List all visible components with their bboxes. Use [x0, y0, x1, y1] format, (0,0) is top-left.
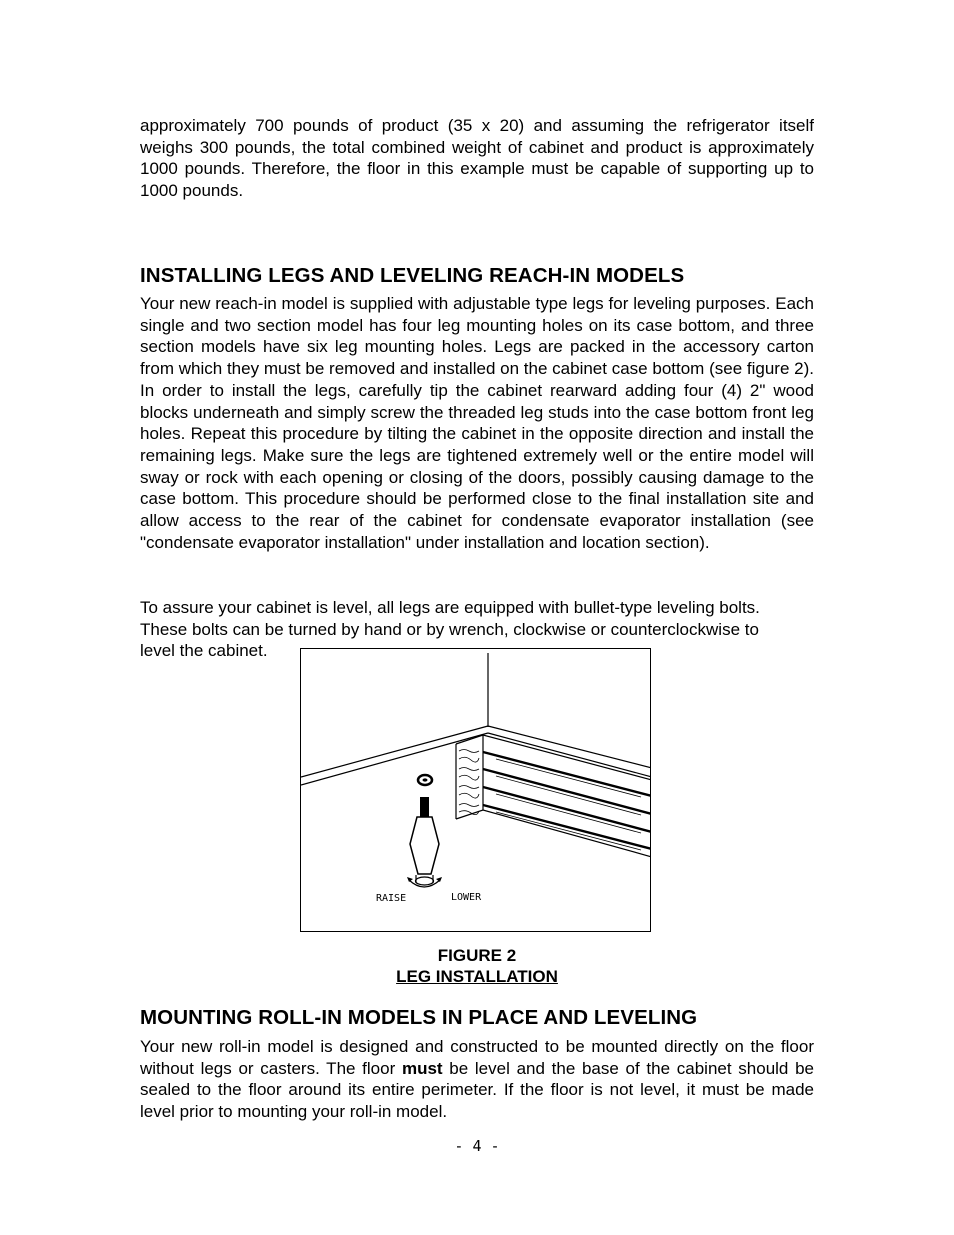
- leveling-line-3: level the cabinet.: [140, 641, 268, 661]
- figure-caption-number: FIGURE 2: [437, 946, 517, 965]
- section-heading-legs: INSTALLING LEGS AND LEVELING REACH-IN MODELS: [140, 264, 685, 287]
- leveling-line-1: To assure your cabinet is level, all legs are equipped with bullet-type leveling bolts.: [140, 598, 760, 617]
- intro-paragraph: approximately 700 pounds of product (35 x 20) and assuming the refrigerator itself weighs 300 pounds, the total combined weight of cabinet and product is approximately 1000 pounds. Therefore, the floor in this example must be capable of supporting up to 1000 pounds.: [140, 116, 814, 201]
- page-number: - 4 -: [454, 1137, 500, 1155]
- raise-label: RAISE: [376, 893, 407, 904]
- figure-caption-title: LEG INSTALLATION: [396, 967, 558, 986]
- roll-in-text-before: Your new roll-in model is designed and constructed to be mounted directly on the floor without legs or casters. The floor: [140, 1037, 814, 1078]
- section-heading-roll-in: MOUNTING ROLL-IN MODELS IN PLACE AND LEVELING: [140, 1006, 698, 1029]
- figure-leg-installation: [300, 648, 651, 932]
- leveling-leg-icon: [407, 797, 442, 887]
- leveling-line-2: These bolts can be turned by hand or by wrench, clockwise or counterclockwise to: [140, 619, 759, 639]
- leg-installation-drawing: [301, 649, 651, 932]
- must-emphasis: must: [401, 1058, 443, 1078]
- legs-paragraph: Your new reach-in model is supplied with adjustable type legs for leveling purposes. Each single and two section model has four leg mounting holes on its case bottom, and three section models have six leg mounting holes. Legs are packed in the accessory carton from which they must be removed and installed on the cabinet case bottom (see figure 2). In order to install the legs, carefully tip the cabinet rearward adding four (4) 2" wood blocks underneath and simply screw the threaded leg studs into the case bottom front leg holes. Repeat this procedure by tilting the cabinet in the opposite direction and install the remaining legs. Make sure the legs are tightened extremely well or the entire model will sway or rock with each opening or closing of the doors, possibly causing damage to the case bottom. This procedure should be performed close to the final installation site and allow access to the rear of the cabinet for condensate evaporator installation (see "condensate evaporator installation" under installation and location section).: [140, 294, 814, 552]
- mounting-hole-icon: [418, 775, 432, 785]
- roll-in-text-after: be level and the base of the cabinet should be sealed to the floor around its entire perimeter. If the floor is not level, it must be made level prior to mounting your roll-in model.: [140, 1058, 814, 1122]
- roll-in-paragraph: [140, 1036, 814, 1123]
- lower-label: LOWER: [451, 892, 482, 903]
